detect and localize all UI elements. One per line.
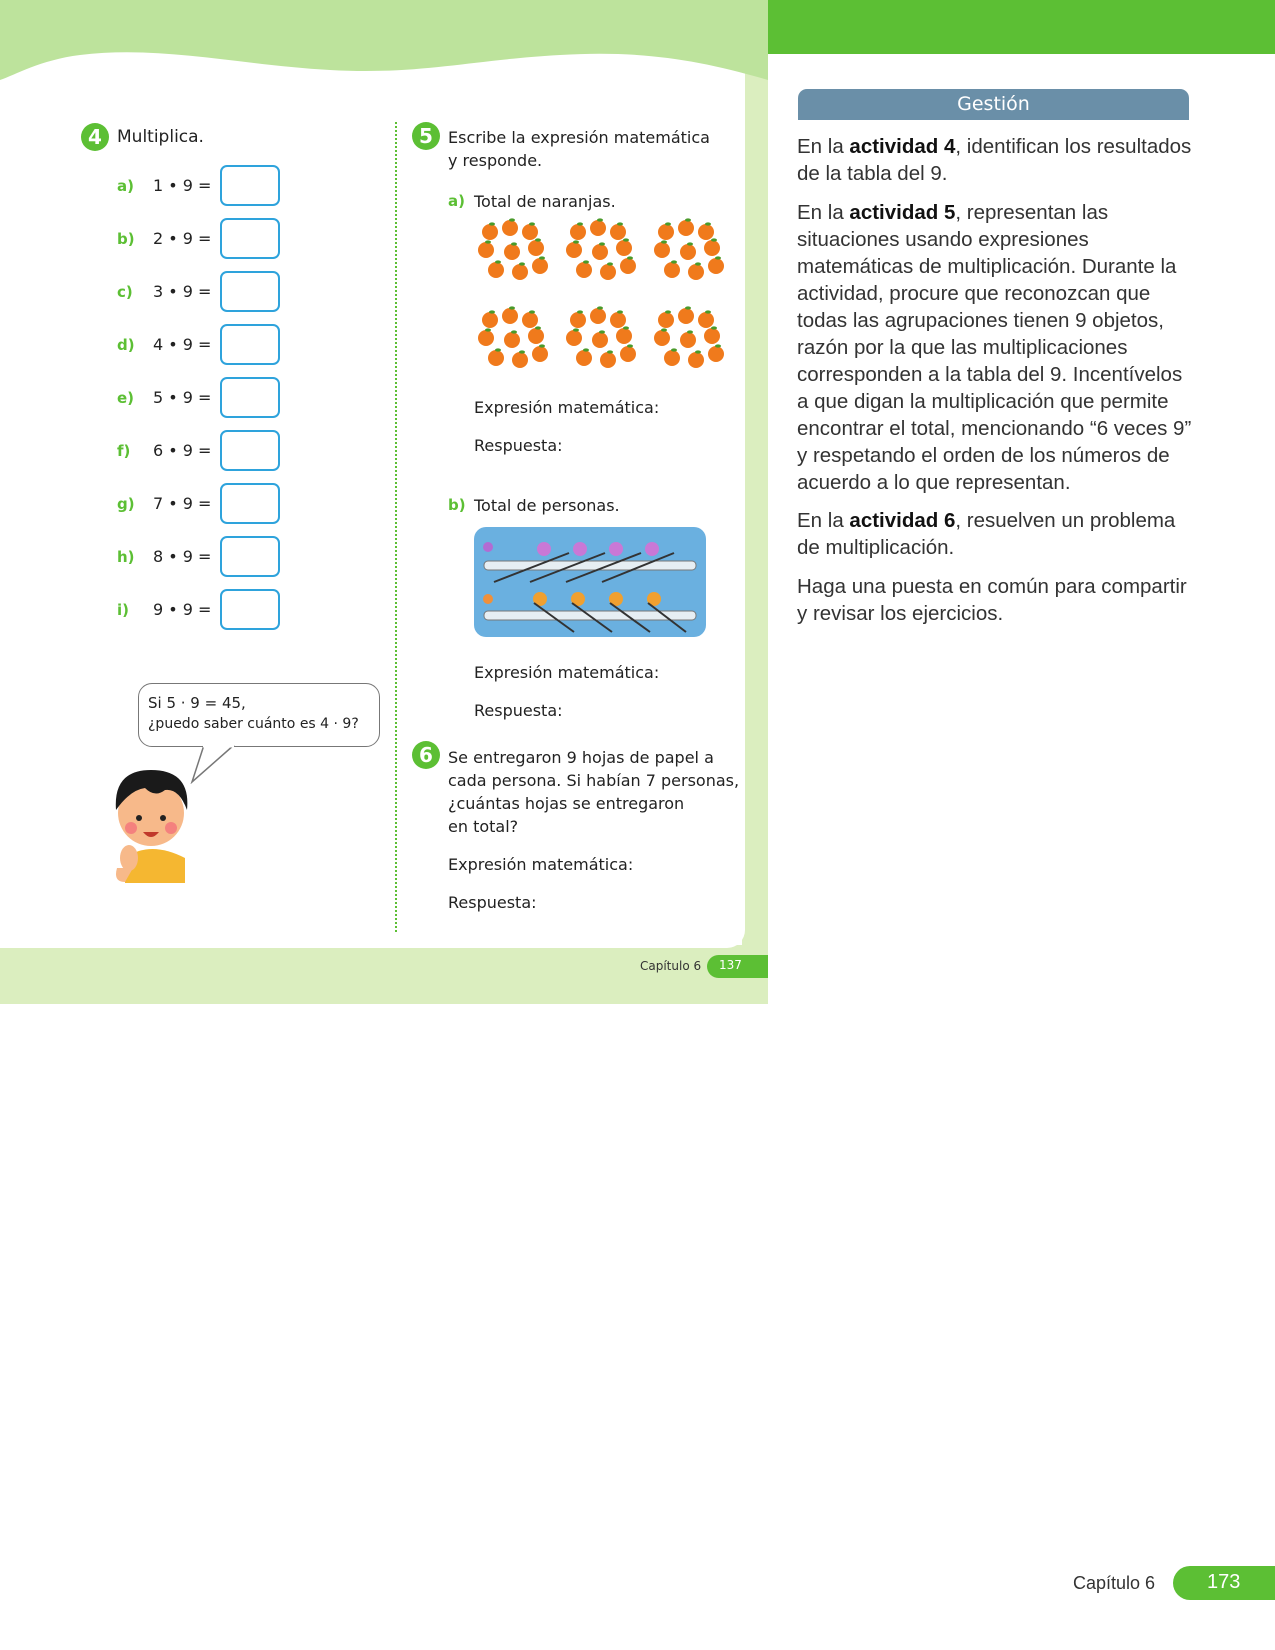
orange-leaf-icon xyxy=(485,328,491,331)
item-label: g) xyxy=(117,495,135,513)
guide-paragraph-1 xyxy=(797,133,1197,187)
orange-icon xyxy=(600,264,616,280)
orange-leaf-icon xyxy=(685,218,691,221)
activity-5b-answer: Respuesta: xyxy=(474,701,563,720)
orange-icon xyxy=(654,242,670,258)
orange-icon xyxy=(532,346,548,362)
orange-leaf-icon xyxy=(597,218,603,221)
activity-5b-expression: Expresión matemática: xyxy=(474,663,660,682)
student-footer-chapter: Capítulo 6 xyxy=(640,959,702,973)
orange-leaf-icon xyxy=(665,222,671,225)
orange-icon xyxy=(708,258,724,274)
orange-leaf-icon xyxy=(617,310,623,313)
orange-leaf-icon xyxy=(529,310,535,313)
rowing-boats-illustration xyxy=(474,527,706,637)
orange-leaf-icon xyxy=(519,350,525,353)
orange-leaf-icon xyxy=(627,344,633,347)
column-divider xyxy=(395,122,397,932)
orange-icon xyxy=(658,224,674,240)
guide-paragraph-4: Haga una puesta en común para compartir y revisar los ejercicios. xyxy=(797,575,1187,625)
orange-icon xyxy=(688,352,704,368)
p3-pre: En la xyxy=(797,509,850,532)
orange-icon xyxy=(570,224,586,240)
student-page-number-tab xyxy=(707,955,768,978)
orange-icon xyxy=(664,262,680,278)
item-expression: 9 • 9 = xyxy=(153,600,212,619)
p3-post: , resuelven un problema de multiplicación. xyxy=(797,509,1176,559)
orange-group xyxy=(562,216,638,280)
orange-icon xyxy=(576,350,592,366)
p3-bold: actividad 6 xyxy=(849,509,956,532)
activity-5b-label: b) xyxy=(448,496,466,514)
orange-icon xyxy=(522,224,538,240)
item-label: b) xyxy=(117,230,135,248)
orange-leaf-icon xyxy=(715,256,721,259)
orange-leaf-icon xyxy=(715,344,721,347)
orange-leaf-icon xyxy=(623,238,629,241)
answer-box[interactable] xyxy=(220,271,280,312)
orange-leaf-icon xyxy=(535,326,541,329)
item-expression: 7 • 9 = xyxy=(153,494,212,513)
orange-icon xyxy=(590,220,606,236)
orange-leaf-icon xyxy=(671,260,677,263)
orange-icon xyxy=(708,346,724,362)
orange-icon xyxy=(570,312,586,328)
p2-bold: actividad 5 xyxy=(849,201,956,224)
answer-box[interactable] xyxy=(220,430,280,471)
orange-leaf-icon xyxy=(529,222,535,225)
activity-5a-expression: Expresión matemática: xyxy=(474,398,660,417)
answer-box[interactable] xyxy=(220,483,280,524)
orange-group xyxy=(562,304,638,368)
orange-leaf-icon xyxy=(577,310,583,313)
orange-group xyxy=(650,304,726,368)
orange-leaf-icon xyxy=(711,238,717,241)
answer-box[interactable] xyxy=(220,536,280,577)
activity-6-line-3: ¿cuántas hojas se entregaron xyxy=(448,794,685,813)
speech-bubble xyxy=(138,683,380,747)
orange-leaf-icon xyxy=(607,262,613,265)
item-expression: 8 • 9 = xyxy=(153,547,212,566)
orange-icon xyxy=(616,240,632,256)
guide-footer-chapter: Capítulo 6 xyxy=(1073,1573,1156,1593)
orange-leaf-icon xyxy=(489,310,495,313)
guide-paragraph-3 xyxy=(797,507,1197,561)
item-label: c) xyxy=(117,283,133,301)
orange-leaf-icon xyxy=(495,348,501,351)
orange-leaf-icon xyxy=(583,260,589,263)
orange-leaf-icon xyxy=(687,330,693,333)
orange-leaf-icon xyxy=(665,310,671,313)
activity-6-line-2: cada persona. Si habían 7 personas, xyxy=(448,771,740,790)
orange-icon xyxy=(610,224,626,240)
orange-leaf-icon xyxy=(583,348,589,351)
orange-icon xyxy=(680,244,696,260)
orange-icon xyxy=(704,328,720,344)
activity-6-badge: 6 xyxy=(412,741,440,769)
orange-leaf-icon xyxy=(511,330,517,333)
orange-leaf-icon xyxy=(695,262,701,265)
student-page xyxy=(0,0,768,1004)
orange-icon xyxy=(504,332,520,348)
orange-leaf-icon xyxy=(489,222,495,225)
orange-leaf-icon xyxy=(599,242,605,245)
p1-bold: actividad 4 xyxy=(849,135,956,158)
orange-icon xyxy=(592,332,608,348)
orange-icon xyxy=(664,350,680,366)
orange-icon xyxy=(688,264,704,280)
item-label: e) xyxy=(117,389,135,407)
activity-5b-text: Total de personas. xyxy=(474,496,620,515)
activity-5-badge: 5 xyxy=(412,122,440,150)
item-expression: 2 • 9 = xyxy=(153,229,212,248)
item-expression: 3 • 9 = xyxy=(153,282,212,301)
orange-icon xyxy=(528,328,544,344)
orange-leaf-icon xyxy=(573,240,579,243)
guide-top-bar xyxy=(768,0,1275,54)
orange-icon xyxy=(488,350,504,366)
item-label: d) xyxy=(117,336,135,354)
orange-icon xyxy=(522,312,538,328)
orange-leaf-icon xyxy=(617,222,623,225)
orange-leaf-icon xyxy=(577,222,583,225)
activity-5a-label: a) xyxy=(448,192,465,210)
orange-leaf-icon xyxy=(705,310,711,313)
orange-icon xyxy=(600,352,616,368)
gestion-header: Gestión xyxy=(798,89,1189,120)
orange-leaf-icon xyxy=(509,218,515,221)
orange-icon xyxy=(502,220,518,236)
orange-icon xyxy=(502,308,518,324)
orange-icon xyxy=(658,312,674,328)
orange-icon xyxy=(610,312,626,328)
orange-icon xyxy=(512,264,528,280)
orange-icon xyxy=(512,352,528,368)
orange-leaf-icon xyxy=(711,326,717,329)
orange-leaf-icon xyxy=(597,306,603,309)
child-thinking-illustration xyxy=(105,758,195,883)
orange-icon xyxy=(620,346,636,362)
p2-pre: En la xyxy=(797,201,850,224)
guide-page-number: 173 xyxy=(1207,1571,1241,1593)
p1-post: , identifican los resultados de la tabla del 9. xyxy=(797,135,1192,185)
answer-box[interactable] xyxy=(220,218,280,259)
orange-leaf-icon xyxy=(687,242,693,245)
orange-leaf-icon xyxy=(509,306,515,309)
answer-box[interactable] xyxy=(220,165,280,206)
item-label: a) xyxy=(117,177,134,195)
orange-icon xyxy=(654,330,670,346)
orange-leaf-icon xyxy=(695,350,701,353)
orange-icon xyxy=(532,258,548,274)
bubble-line-2: ¿puedo saber cuánto es 4 · 9? xyxy=(148,716,359,732)
p1-pre: En la xyxy=(797,135,850,158)
guide-paragraph-2 xyxy=(797,199,1197,496)
activity-6-line-1: Se entregaron 9 hojas de papel a xyxy=(448,748,714,767)
orange-leaf-icon xyxy=(539,344,545,347)
activity-5a-answer: Respuesta: xyxy=(474,436,563,455)
orange-icon xyxy=(698,224,714,240)
bubble-line-1: Si 5 · 9 = 45, xyxy=(148,694,246,712)
student-page-number: 137 xyxy=(719,958,742,972)
bubble-tail xyxy=(190,744,240,784)
orange-leaf-icon xyxy=(627,256,633,259)
orange-icon xyxy=(482,224,498,240)
orange-leaf-icon xyxy=(485,240,491,243)
orange-leaf-icon xyxy=(705,222,711,225)
answer-box[interactable] xyxy=(220,377,280,418)
orange-icon xyxy=(528,240,544,256)
orange-icon xyxy=(592,244,608,260)
orange-icon xyxy=(704,240,720,256)
activity-4-badge: 4 xyxy=(81,123,109,151)
orange-icon xyxy=(482,312,498,328)
orange-leaf-icon xyxy=(599,330,605,333)
orange-leaf-icon xyxy=(607,350,613,353)
item-label: f) xyxy=(117,442,131,460)
item-label: h) xyxy=(117,548,135,566)
item-expression: 6 • 9 = xyxy=(153,441,212,460)
orange-icon xyxy=(488,262,504,278)
orange-leaf-icon xyxy=(671,348,677,351)
activity-6-expression: Expresión matemática: xyxy=(448,855,634,874)
activity-5-line-2: y responde. xyxy=(448,151,543,170)
orange-leaf-icon xyxy=(495,260,501,263)
orange-icon xyxy=(576,262,592,278)
orange-group xyxy=(474,304,550,368)
orange-group xyxy=(650,216,726,280)
item-expression: 4 • 9 = xyxy=(153,335,212,354)
guide-page-number-tab xyxy=(1173,1566,1275,1600)
orange-leaf-icon xyxy=(623,326,629,329)
orange-leaf-icon xyxy=(661,328,667,331)
orange-icon xyxy=(698,312,714,328)
orange-leaf-icon xyxy=(661,240,667,243)
activity-5-line-1: Escribe la expresión matemática xyxy=(448,128,710,147)
activity-6-line-4: en total? xyxy=(448,817,519,836)
orange-leaf-icon xyxy=(519,262,525,265)
bottom-band xyxy=(0,945,768,1004)
orange-icon xyxy=(478,242,494,258)
p2-post: , representan las situaciones usando expresiones matemáticas de multiplicación. Durante la actividad, procure que reconozcan que todas las agrupaciones tienen 9 objetos, razón por la que las multiplicaciones corresponden a la tabla del 9. Incentívelos a que digan la multiplicación que permite encontrar el total, mencionando “6 veces 9” y respetando el orden de los números de acuerdo a lo que representan. xyxy=(797,201,1192,494)
orange-leaf-icon xyxy=(685,306,691,309)
orange-icon xyxy=(680,332,696,348)
orange-icon xyxy=(566,330,582,346)
orange-leaf-icon xyxy=(573,328,579,331)
orange-leaf-icon xyxy=(539,256,545,259)
activity-5a-text: Total de naranjas. xyxy=(474,192,616,211)
header-wave xyxy=(0,0,768,90)
orange-leaf-icon xyxy=(511,242,517,245)
orange-icon xyxy=(566,242,582,258)
item-label: i) xyxy=(117,601,129,619)
orange-group xyxy=(474,216,550,280)
item-expression: 1 • 9 = xyxy=(153,176,212,195)
answer-box[interactable] xyxy=(220,324,280,365)
orange-icon xyxy=(616,328,632,344)
activity-6-answer: Respuesta: xyxy=(448,893,537,912)
answer-box[interactable] xyxy=(220,589,280,630)
activity-4-title: Multiplica. xyxy=(117,127,204,147)
orange-icon xyxy=(620,258,636,274)
page-edge-strip xyxy=(742,0,768,1004)
orange-icon xyxy=(504,244,520,260)
orange-icon xyxy=(590,308,606,324)
item-expression: 5 • 9 = xyxy=(153,388,212,407)
orange-icon xyxy=(678,220,694,236)
orange-leaf-icon xyxy=(535,238,541,241)
orange-icon xyxy=(478,330,494,346)
orange-icon xyxy=(678,308,694,324)
